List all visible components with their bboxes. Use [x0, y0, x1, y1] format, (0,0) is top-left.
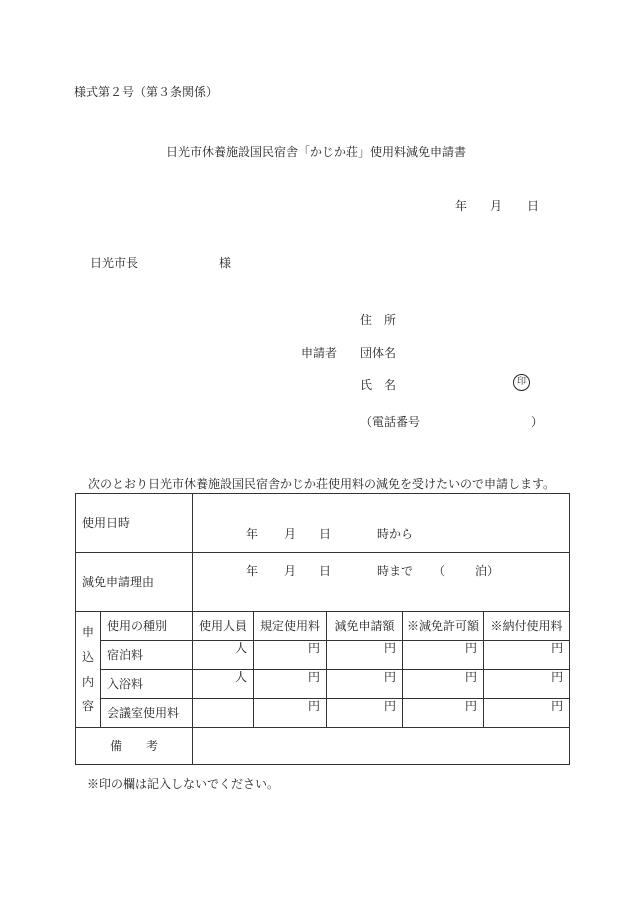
- col-reduction-request: 減免申請額: [327, 612, 403, 641]
- remarks-row: [76, 728, 570, 765]
- people-cell[interactable]: 人: [193, 670, 254, 699]
- phone-close-paren: ）: [531, 415, 544, 429]
- footnote: ※印の欄は記入しないでください。: [87, 777, 280, 791]
- usage-type-cell: 入浴料: [101, 670, 193, 699]
- payment-fee-cell[interactable]: 円: [484, 641, 570, 670]
- payment-fee-cell[interactable]: 円: [484, 699, 570, 728]
- usage-date-label: 使用日時: [76, 494, 193, 553]
- remarks-label: 備 考: [76, 728, 193, 765]
- payment-fee-cell[interactable]: 円: [484, 670, 570, 699]
- applicant-role-label: 申請者: [301, 346, 338, 360]
- col-standard-fee: 規定使用料: [254, 612, 327, 641]
- applicant-name-label: 氏 名: [360, 378, 397, 392]
- reduction-permit-cell[interactable]: 円: [403, 699, 484, 728]
- col-reduction-permit: ※減免許可額: [403, 612, 484, 641]
- standard-fee-cell[interactable]: 円: [254, 699, 327, 728]
- application-table: [75, 493, 570, 765]
- phone-label: （電話番号: [360, 415, 421, 429]
- date-month-label: 月: [490, 199, 503, 213]
- end-day-label: 日: [319, 564, 332, 578]
- date-day-label: 日: [527, 199, 540, 213]
- reduction-request-cell[interactable]: 円: [327, 641, 403, 670]
- standard-fee-cell[interactable]: 円: [254, 670, 327, 699]
- usage-type-cell: 宿泊料: [101, 641, 193, 670]
- nights-label: 泊）: [475, 564, 500, 578]
- addressee-honorific: 様: [219, 256, 232, 270]
- applicant-group-label: 団体名: [360, 346, 397, 360]
- col-usage-type: 使用の種別: [101, 612, 193, 641]
- reason-input-cell[interactable]: [193, 553, 570, 612]
- form-number-label: 様式第２号（第３条関係）: [74, 85, 219, 99]
- table-row: [76, 699, 570, 728]
- usage-date-row: [76, 494, 570, 553]
- end-month-label: 月: [284, 564, 297, 578]
- date-year-label: 年: [455, 199, 468, 213]
- col-payment-fee: ※納付使用料: [484, 612, 570, 641]
- reduction-request-cell[interactable]: 円: [327, 670, 403, 699]
- start-month-label: 月: [284, 527, 297, 541]
- table-row: [76, 641, 570, 670]
- remarks-input-cell[interactable]: [193, 728, 570, 765]
- reduction-permit-cell[interactable]: 円: [403, 670, 484, 699]
- reduction-request-cell[interactable]: 円: [327, 699, 403, 728]
- application-content-label: 申 込 内 容: [76, 612, 101, 728]
- applicant-address-label: 住 所: [360, 313, 397, 327]
- reduction-permit-cell[interactable]: 円: [403, 641, 484, 670]
- fee-header-row: [76, 612, 570, 641]
- table-row: [76, 670, 570, 699]
- standard-fee-cell[interactable]: 円: [254, 641, 327, 670]
- people-cell[interactable]: [193, 699, 254, 728]
- intro-text: 次のとおり日光市休養施設国民宿舎かじか荘使用料の減免を受けたいので申請します。: [88, 477, 556, 491]
- start-day-label: 日: [319, 527, 332, 541]
- end-time-label: 時まで: [377, 564, 414, 578]
- people-cell[interactable]: 人: [193, 641, 254, 670]
- end-year-label: 年: [246, 564, 259, 578]
- reason-label: 減免申請理由: [76, 553, 193, 612]
- usage-type-cell: 会議室使用料: [101, 699, 193, 728]
- start-time-label: 時から: [377, 527, 414, 541]
- nights-open-paren: （: [433, 564, 446, 578]
- usage-date-cell[interactable]: [193, 494, 570, 578]
- reason-row: [76, 553, 570, 612]
- col-people: 使用人員: [193, 612, 254, 641]
- document-title: 日光市休養施設国民宿舎「かじか荘」使用料減免申請書: [166, 145, 467, 159]
- start-year-label: 年: [246, 527, 259, 541]
- addressee-name: 日光市長: [90, 256, 139, 270]
- seal-mark: 印: [513, 374, 530, 391]
